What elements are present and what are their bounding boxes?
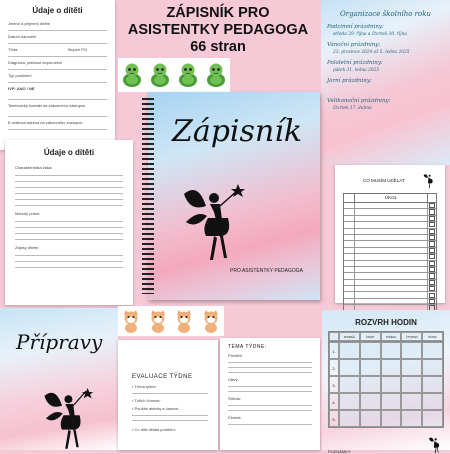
todo-checkbox[interactable] bbox=[429, 248, 434, 253]
timetable-cell bbox=[401, 393, 422, 410]
todo-checkbox[interactable] bbox=[429, 216, 434, 221]
todo-checkbox[interactable] bbox=[429, 254, 434, 259]
school-year-title: Organizace školního roku bbox=[340, 10, 431, 18]
todo-checkbox[interactable] bbox=[429, 235, 434, 240]
day-fri: PÁTEK bbox=[422, 332, 443, 341]
timetable-cell bbox=[360, 393, 381, 410]
todo-checkbox[interactable] bbox=[429, 280, 434, 285]
eval-item-1-label: Téma týdne: bbox=[134, 384, 157, 389]
eval-item-2-label: Tvůrčí činnost: bbox=[134, 398, 161, 403]
holiday-5-body: čtvrtek 17. dubna bbox=[333, 106, 372, 111]
notebook-caption: PRO ASISTENTKY PEDAGOGA bbox=[230, 268, 303, 274]
fairy-icon bbox=[421, 171, 437, 189]
fairy-silhouette-icon bbox=[38, 380, 94, 452]
holiday-3-head: Pololetní prázdniny: bbox=[327, 60, 383, 66]
timetable-cell bbox=[360, 376, 381, 393]
timetable-cell bbox=[339, 393, 360, 410]
child-info-title-2: Údaje o dítěti bbox=[43, 148, 95, 157]
field-diagnosis: Diagnóza, platnost doporučení bbox=[8, 60, 63, 65]
eval-item-3-label: Použité aktivity a časové... bbox=[134, 406, 182, 411]
todo-page bbox=[335, 165, 445, 303]
timetable-cell bbox=[381, 410, 402, 427]
child-info-page-1 bbox=[0, 0, 115, 150]
hour-label: 4. bbox=[329, 393, 339, 410]
section-characteristics: Charakteristika žáka: bbox=[15, 165, 53, 170]
kitten-icon bbox=[148, 309, 168, 333]
eval-item-2: • Tvůrčí činnost: bbox=[132, 398, 161, 403]
todo-checkbox[interactable] bbox=[429, 241, 434, 246]
preparations-page bbox=[0, 308, 118, 450]
field-level: Stupeň PO bbox=[67, 47, 87, 52]
timetable-cell bbox=[339, 342, 360, 359]
kitten-icon bbox=[174, 309, 194, 333]
timetable-cell bbox=[401, 410, 422, 427]
theme-thursday: Čtvrtek: bbox=[228, 415, 242, 420]
kitten-stickers bbox=[118, 306, 224, 336]
turtle-icon bbox=[149, 62, 171, 88]
evaluation-title: EVALUACE TÝDNE bbox=[132, 374, 193, 380]
school-year-page bbox=[321, 0, 450, 165]
timetable-cell bbox=[360, 359, 381, 376]
timetable-rows bbox=[328, 342, 444, 428]
eval-item-4-label: Co dítě dělala problém: bbox=[134, 427, 176, 432]
evaluation-page bbox=[118, 340, 218, 450]
todo-checkbox[interactable] bbox=[429, 267, 434, 272]
todo-checkbox[interactable] bbox=[429, 209, 434, 214]
timetable-cell bbox=[422, 376, 443, 393]
timetable-cell bbox=[422, 359, 443, 376]
kitten-icon bbox=[201, 309, 221, 333]
timetable-cell bbox=[339, 410, 360, 427]
day-wed: STŘEDA bbox=[381, 332, 402, 341]
day-thu: ČTVRTEK bbox=[401, 332, 422, 341]
todo-checkbox[interactable] bbox=[429, 222, 434, 227]
eval-item-3: • Použité aktivity a časové... bbox=[132, 406, 182, 411]
todo-checkbox[interactable] bbox=[429, 299, 434, 304]
timetable-title: ROZVRH HODIN bbox=[355, 318, 417, 327]
turtle-icon bbox=[205, 62, 227, 88]
product-title-line1: ZÁPISNÍK PRO bbox=[166, 5, 270, 21]
product-subtitle: 66 stran bbox=[190, 39, 246, 55]
theme-title: TÉMA TÝDNE: bbox=[228, 344, 267, 350]
timetable-cell bbox=[360, 410, 381, 427]
fairy-silhouette-icon bbox=[176, 174, 246, 264]
section-notes: Zápisy dítěte: bbox=[15, 245, 40, 250]
holiday-5-head: Velikonoční prázdniny: bbox=[327, 98, 391, 104]
field-name: Jméno a příjmení dítěte bbox=[8, 21, 51, 26]
timetable-cell bbox=[381, 376, 402, 393]
theme-monday: Pondělí: bbox=[228, 353, 243, 358]
field-type: Typ postižení bbox=[8, 73, 32, 78]
product-title-banner bbox=[118, 0, 318, 62]
fairy-icon bbox=[426, 434, 444, 454]
hour-label: 1. bbox=[329, 342, 339, 359]
field-birth: Datum narození bbox=[8, 34, 37, 39]
holiday-2-body: 23. prosince 2024 až 5. ledna 2025 bbox=[333, 50, 410, 55]
timetable-cell bbox=[339, 376, 360, 393]
day-mon: PONDĚLÍ bbox=[339, 332, 360, 341]
hour-label: 5. bbox=[329, 410, 339, 427]
theme-wednesday: Středa: bbox=[228, 396, 241, 401]
eval-item-4: • Co dítě dělala problém: bbox=[132, 427, 176, 432]
day-tue: ÚTERÝ bbox=[360, 332, 381, 341]
theme-page bbox=[220, 338, 320, 450]
holiday-3-body: pátek 31. ledna 2025 bbox=[333, 68, 380, 73]
timetable-cell bbox=[360, 342, 381, 359]
timetable-notes: POZNÁMKY: bbox=[328, 449, 352, 454]
holiday-4-head: Jarní prázdniny: bbox=[327, 78, 372, 84]
timetable-cell bbox=[401, 342, 422, 359]
timetable-cell bbox=[401, 359, 422, 376]
holiday-1-body: středa 29. října a čtvrtek 30. října bbox=[333, 32, 407, 37]
eval-item-1: • Téma týdne: bbox=[132, 384, 157, 389]
todo-checkbox[interactable] bbox=[429, 229, 434, 234]
hour-label: 3. bbox=[329, 376, 339, 393]
spiral-binding bbox=[142, 98, 154, 294]
hour-label: 2. bbox=[329, 359, 339, 376]
kitten-icon bbox=[121, 309, 141, 333]
notebook-title: Zápisník bbox=[172, 114, 303, 149]
timetable-cell bbox=[401, 376, 422, 393]
field-class: Třída bbox=[8, 47, 18, 52]
timetable-cell bbox=[339, 359, 360, 376]
notebook-cover bbox=[148, 92, 320, 300]
todo-title: CO MUSÍM UDĚLAT bbox=[363, 177, 405, 183]
timetable-cell bbox=[381, 342, 402, 359]
holiday-1-head: Podzimní prázdniny: bbox=[327, 24, 384, 30]
timetable-cell bbox=[422, 410, 443, 427]
turtle-stickers bbox=[118, 58, 230, 92]
preparations-title: Přípravy bbox=[16, 330, 103, 354]
todo-table bbox=[343, 193, 437, 319]
timetable-cell bbox=[381, 393, 402, 410]
turtle-icon bbox=[121, 62, 143, 88]
product-title-line2: ASISTENTKY PEDAGOGA bbox=[127, 22, 309, 38]
timetable-cell bbox=[422, 342, 443, 359]
timetable-page bbox=[322, 310, 450, 454]
child-info-page-2 bbox=[5, 140, 133, 305]
field-ivp: IVP: ANO / NE bbox=[8, 86, 35, 91]
timetable-cell bbox=[422, 393, 443, 410]
todo-checkbox[interactable] bbox=[429, 293, 434, 298]
timetable-cell bbox=[381, 359, 402, 376]
theme-tuesday: Úterý: bbox=[228, 377, 239, 382]
turtle-icon bbox=[177, 62, 199, 88]
todo-checkbox[interactable] bbox=[429, 261, 434, 266]
todo-checkbox[interactable] bbox=[429, 203, 434, 208]
child-info-title: Údaje o dítěti bbox=[32, 6, 83, 15]
field-email: E-mailová adresa na zákonného zástupce bbox=[8, 120, 83, 125]
todo-checkbox[interactable] bbox=[429, 286, 434, 291]
timetable-grid bbox=[328, 331, 444, 342]
todo-col-task: ÚKOL bbox=[384, 195, 398, 200]
todo-checkbox[interactable] bbox=[429, 273, 434, 278]
holiday-2-head: Vánoční prázdniny: bbox=[327, 42, 381, 48]
section-methods: Metody práce: bbox=[15, 211, 41, 216]
field-phone: Telefonický kontakt na zákonného zástupce bbox=[8, 103, 86, 108]
